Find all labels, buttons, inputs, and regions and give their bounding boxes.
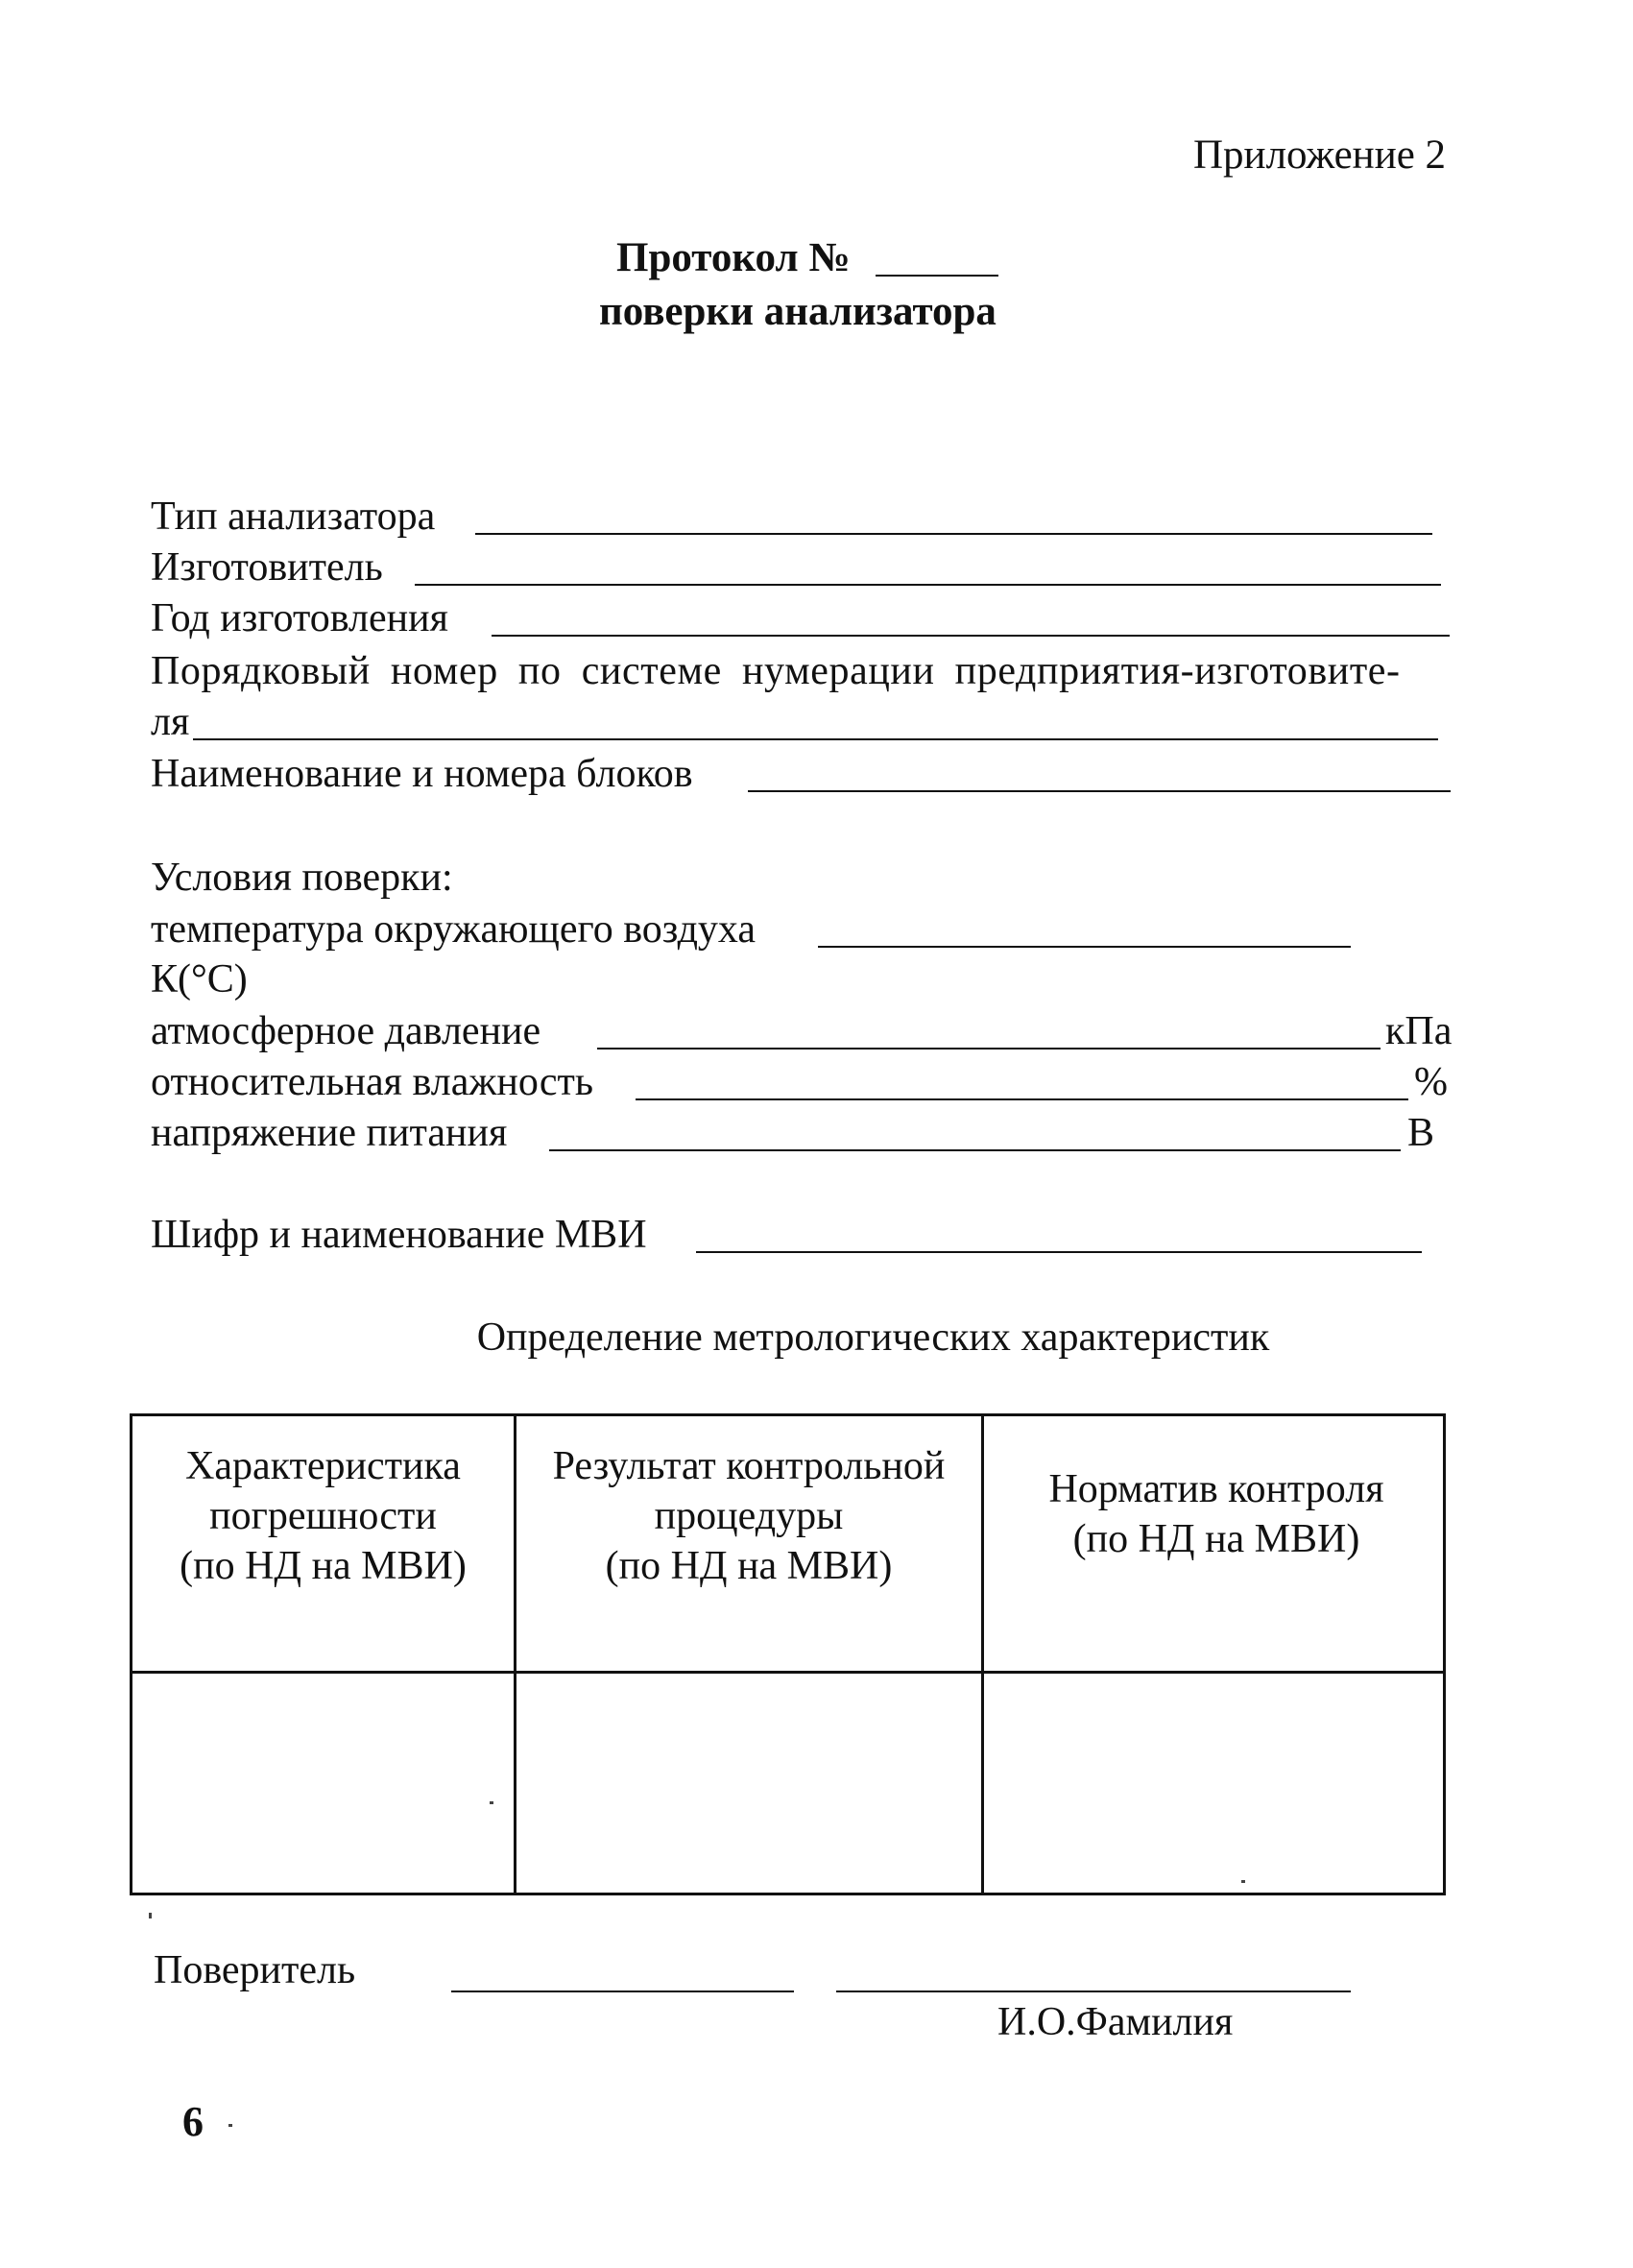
year-blank[interactable] [492,635,1450,637]
section-title: Определение метрологических характеристик [476,1315,1270,1360]
pressure-blank[interactable] [597,1048,1381,1050]
scan-speck [490,1801,493,1804]
header-text-line: погрешности [209,1494,437,1538]
table-cell[interactable] [984,1674,1449,1893]
blocks-label: Наименование и номера блоков [151,752,693,796]
name-caption: И.О.Фамилия [997,2000,1234,2044]
manufacturer-blank[interactable] [415,584,1441,586]
year-label: Год изготовления [151,596,448,640]
signature-blank[interactable] [451,1991,794,1992]
temperature-unit: К(°С) [151,957,248,1001]
page-number: 6 [182,2098,204,2145]
voltage-label: напряжение питания [151,1111,508,1155]
scan-speck [149,1913,152,1918]
metrology-table [130,1413,1446,1895]
temperature-blank[interactable] [818,946,1351,948]
header-text-line: (по НД на МВИ) [1072,1517,1360,1561]
pressure-label: атмосферное давление [151,1009,541,1053]
conditions-heading: Условия поверки: [151,856,453,900]
humidity-blank[interactable] [636,1098,1408,1100]
name-blank[interactable] [836,1991,1351,1992]
method-label: Шифр и наименование МВИ [151,1213,647,1257]
header-text-line: (по НД на МВИ) [605,1544,893,1588]
protocol-title: Протокол № [616,235,851,280]
manufacturer-label: Изготовитель [151,545,383,590]
table-header-norm [984,1464,1449,1564]
table-cell[interactable] [516,1674,981,1893]
header-text-line: (по НД на МВИ) [180,1544,467,1588]
protocol-number-blank[interactable] [876,275,998,277]
header-text-line: процедуры [654,1494,844,1538]
appendix-label: Приложение 2 [1193,133,1447,178]
serial-number-label: Порядковый номер по системе нумерации предприятия-изготовите- [151,649,1401,693]
analyzer-type-label: Тип анализатора [151,495,436,539]
protocol-subtitle: поверки анализатора [599,289,997,334]
method-blank[interactable] [696,1251,1422,1253]
table-cell[interactable] [132,1674,514,1893]
temperature-label: температура окружающего воздуха [151,907,756,952]
humidity-unit: % [1414,1060,1448,1104]
serial-number-label-cont: ля [151,700,190,744]
serial-number-blank[interactable] [193,738,1438,740]
humidity-label: относительная влажность [151,1060,594,1104]
header-text-line: Норматив контроля [1048,1467,1384,1511]
analyzer-type-blank[interactable] [475,533,1432,535]
pressure-unit: кПа [1385,1009,1453,1053]
verifier-label: Поверитель [154,1948,356,1992]
scan-speck [1241,1880,1245,1883]
blocks-blank[interactable] [748,790,1451,792]
table-header-result [516,1441,981,1591]
header-text-line: Характеристика [185,1444,461,1488]
voltage-blank[interactable] [549,1149,1401,1151]
table-header-characteristic [132,1441,514,1591]
voltage-unit: В [1407,1111,1435,1155]
scan-speck [228,2124,232,2127]
header-text-line: Результат контрольной [552,1444,946,1488]
